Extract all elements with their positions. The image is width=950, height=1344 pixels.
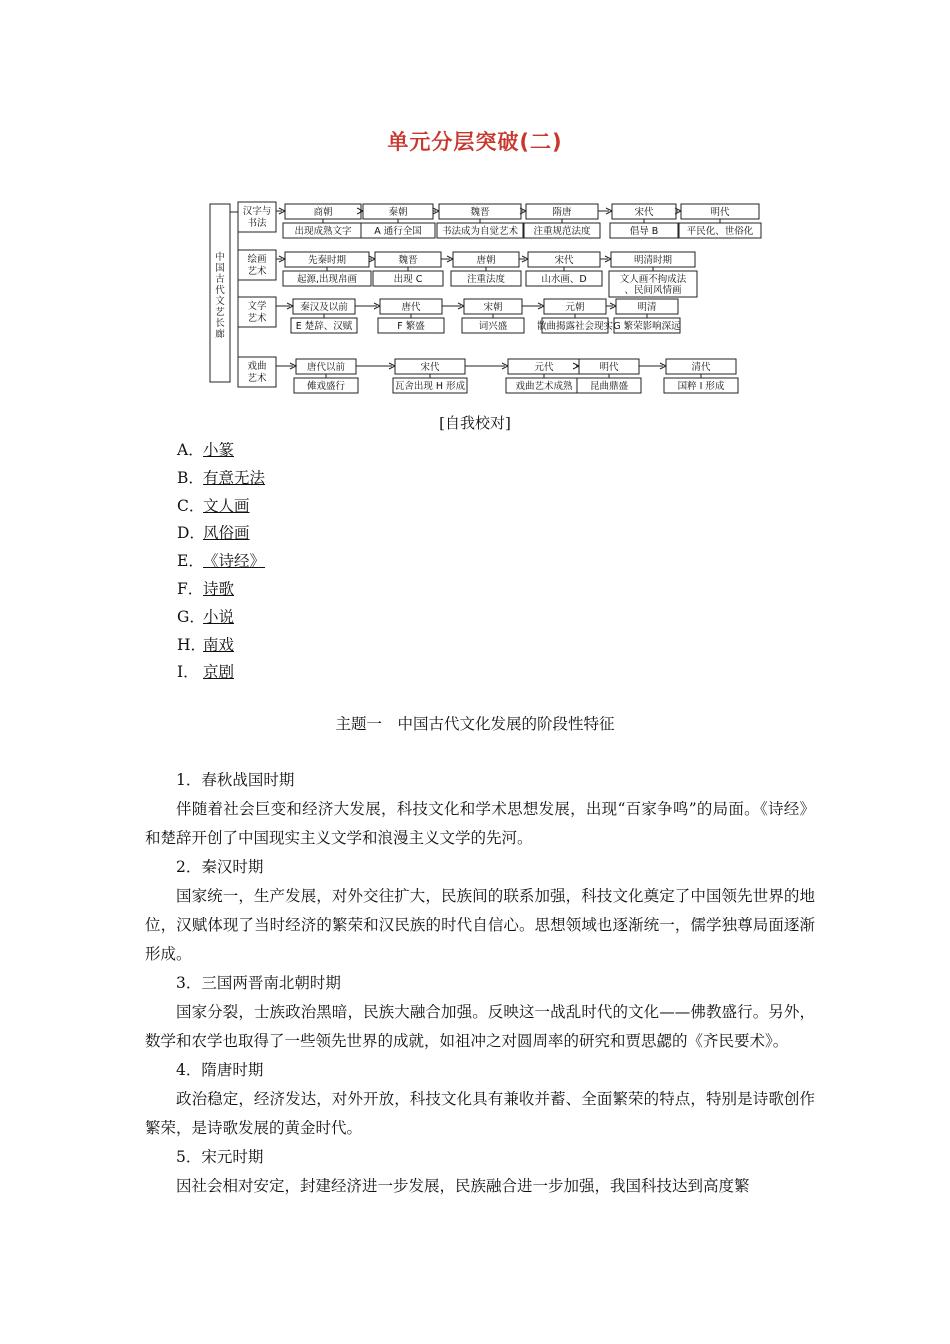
answer-item [177,576,265,604]
note-box [451,267,521,286]
note-label: 傩戏盛行 [306,381,346,392]
answer-letter: F． [177,579,204,598]
note-box [373,267,443,286]
answer-list [177,437,265,687]
note-label: 出现成熟文字 [294,226,352,237]
note-label: 出现 C [393,274,423,285]
answer-value: 文人画 [203,496,250,515]
note-box [679,219,761,238]
note-box [283,267,371,286]
era-label: 秦朝 [388,207,408,218]
era-label: 明清时期 [633,255,673,266]
era-label: 隋唐 [552,207,572,218]
note-box [577,374,641,393]
section-heading: 1．春秋战国时期 [176,771,295,789]
note-label: 注重规范法度 [533,226,591,237]
note-box [378,314,444,333]
note-box [526,267,602,286]
era-box [666,359,736,374]
category-label: 汉字与书法 [242,206,272,229]
section-text: 国家统一，生产发展，对外交往扩大，民族间的联系加强，科技文化奠定了中国领先世界的地位，汉赋体现了当时经济的繁荣和汉民族的时代自信心。思想领域也逐渐统一，儒学独尊局面逐渐形成。 [145,887,815,963]
era-box [453,252,519,267]
note-label: 昆曲鼎盛 [589,381,629,392]
note-label: 瓦舍出现 H 形成 [394,381,466,392]
answer-letter: G． [177,607,205,626]
era-box [363,204,433,219]
section-heading: 3．三国两晋南北朝时期 [176,974,341,992]
theme-body [145,766,815,1201]
note-label: 散曲揭露社会现实 [536,321,614,332]
note-label: E 楚辞、汉赋 [295,321,353,332]
category-label: 文学艺术 [247,301,267,324]
answer-item [177,659,265,687]
diagram-row [238,357,738,393]
era-box [296,359,356,374]
section-text: 因社会相对安定，封建经济进一步发展，民族融合进一步加强，我国科技达到高度繁 [176,1177,750,1195]
answer-value: 风俗画 [203,524,250,543]
category-label: 戏曲艺术 [247,361,267,384]
note-label: F 繁盛 [397,321,425,332]
note-label: 起源,出现帛画 [296,274,358,285]
note-label: 词兴盛 [478,321,508,332]
culture-concept-map [205,196,765,402]
era-box [526,204,598,219]
note-box [609,267,697,297]
note-label: 倡导 B [629,226,659,237]
note-box [524,219,600,238]
answer-value: 京剧 [203,663,235,682]
note-box [462,314,524,333]
era-label: 唐朝 [476,255,496,266]
section-heading: 5．宋元时期 [176,1148,264,1166]
answer-letter: H． [177,635,207,654]
answer-item [177,437,265,465]
era-label: 明清 [637,302,657,313]
note-box [613,314,681,333]
note-box [294,374,358,393]
answer-value: 《诗经》 [203,552,266,571]
note-label: 注重法度 [466,274,506,285]
diagram-row [238,297,681,333]
page-title: 单元分层突破(二) [387,130,563,154]
answer-value: 南戏 [203,635,235,654]
section-text: 政治稳定，经济发达，对外开放，科技文化具有兼收并蓄、全面繁荣的特点，特别是诗歌创作繁荣，是诗歌发展的黄金时代。 [145,1090,815,1137]
answer-letter: E． [177,552,204,571]
era-box [612,204,676,219]
era-box [439,204,521,219]
section-heading: 4．隋唐时期 [176,1061,264,1079]
era-label: 宋代 [634,207,654,218]
answer-letter: B． [177,468,204,487]
era-label: 元代 [534,362,554,373]
answer-letter: D． [177,524,205,543]
answer-value: 诗歌 [203,579,235,598]
note-label: A 通行全国 [374,226,422,237]
era-label: 商朝 [313,207,333,218]
answer-value: 小说 [203,607,235,626]
era-label: 唐代以前 [306,362,346,373]
answer-value: 小篆 [203,441,235,459]
era-box [616,299,678,314]
era-label: 明代 [599,362,619,373]
note-label: 文人画不拘成法、民间风情画 [619,274,687,296]
diagram-root-label: 中国古代文艺长廊 [215,252,225,340]
era-box [544,299,606,314]
note-box [393,374,467,393]
category-box [238,202,276,232]
section-text: 伴随着社会巨变和经济大发展，科技文化和学术思想发展，出现“百家争鸣”的局面。《诗经》和楚辞开创了中国现实主义文学和浪漫主义文学的先河。 [145,800,815,847]
era-label: 明代 [710,207,730,218]
category-label: 绘画艺术 [247,254,267,277]
note-label: 国粹 I 形成 [677,381,725,392]
era-box [508,359,580,374]
era-box [285,252,369,267]
note-box [291,314,357,333]
section-heading: 2．秦汉时期 [176,858,264,876]
era-box [375,252,441,267]
era-label: 唐代 [401,302,421,313]
diagram-row [238,250,697,297]
note-box [437,219,523,238]
diagram-root [210,204,230,382]
answer-value: 有意无法 [203,468,266,487]
answer-item [177,548,265,576]
note-box [361,219,435,238]
era-label: 魏晋 [398,255,418,266]
category-box [238,250,276,280]
answer-letter: C． [177,496,205,515]
answer-item [177,465,265,493]
theme-heading: 主题一 中国古代文化发展的阶段性特征 [335,715,615,733]
section-text: 国家分裂，士族政治黑暗，民族大融合加强。反映这一战乱时代的文化——佛教盛行。另外，数学和农学也取得了一些领先世界的成就，如祖冲之对圆周率的研究和贾思勰的《齐民要术》。 [145,1003,815,1050]
era-box [285,204,361,219]
era-label: 魏晋 [470,207,490,218]
answer-item [177,632,265,660]
era-box [293,299,355,314]
answer-letter: A． [177,441,204,459]
era-label: 宋代 [420,362,440,373]
era-box [395,359,465,374]
answer-letter: I． [177,663,199,682]
answer-item [177,520,265,548]
category-box [238,297,276,327]
note-box [283,219,363,238]
note-label: 山水画、D [541,274,587,285]
answer-item [177,493,265,521]
era-box [380,299,442,314]
note-label: 书法成为自觉艺术 [441,226,519,237]
note-box [506,374,582,393]
note-label: 戏曲艺术成熟 [515,381,573,392]
era-box [528,252,600,267]
self-check-heading: [自我校对] [439,414,511,432]
diagram-row [238,202,761,238]
note-box [610,219,678,238]
era-box [464,299,522,314]
era-label: 清代 [691,362,711,373]
era-label: 宋朝 [483,302,503,313]
answer-item [177,604,265,632]
era-label: 秦汉及以前 [300,302,348,313]
note-box [664,374,738,393]
era-label: 先秦时期 [307,255,347,266]
era-label: 元朝 [565,302,585,313]
era-box [579,359,639,374]
era-box [681,204,759,219]
era-box [611,252,695,267]
note-box [537,314,614,333]
era-label: 宋代 [554,255,574,266]
category-box [238,357,276,387]
note-label: 平民化、世俗化 [686,226,754,237]
note-label: G 繁荣影响深远 [613,321,681,332]
